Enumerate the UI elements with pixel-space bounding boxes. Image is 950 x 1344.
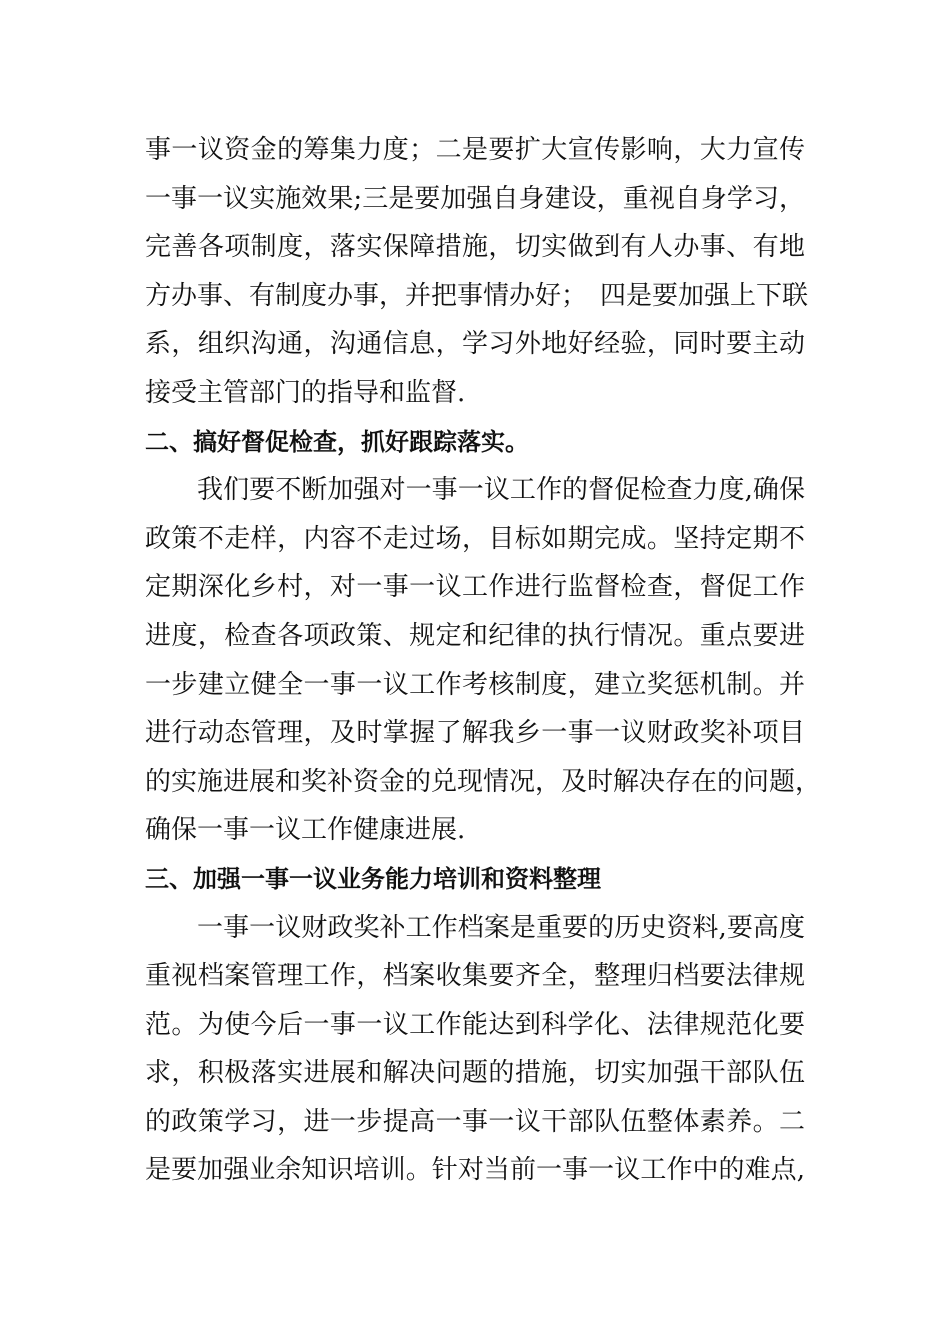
paragraph-line: 事一议资金的筹集力度；二是要扩大宣传影响，大力宣传 (145, 135, 805, 165)
paragraph-line: 的政策学习，进一步提高一事一议干部队伍整体素养。二 (145, 1106, 805, 1137)
paragraph-line: 是要加强业余知识培训。针对当前一事一议工作中的难点, (145, 1155, 805, 1186)
paragraph-line: 一事一议实施效果;三是要加强自身建设，重视自身学习， (145, 183, 805, 214)
paragraph-line: 进度，检查各项政策、规定和纪律的执行情况。重点要进 (145, 620, 805, 651)
paragraph-line: 进行动态管理，及时掌握了解我乡一事一议财政奖补项目 (145, 718, 805, 749)
paragraph-line: 求，积极落实进展和解决问题的措施，切实加强干部队伍 (145, 1058, 805, 1089)
document-page (145, 126, 822, 1195)
paragraph-line: 确保一事一议工作健康进展. (145, 815, 466, 846)
paragraph-line: 我们要不断加强对一事一议工作的督促检查力度,确保 (197, 475, 805, 506)
paragraph-line: 接受主管部门的指导和监督. (145, 377, 466, 408)
paragraph-line: 系，组织沟通，沟通信息，学习外地好经验，同时要主动 (145, 329, 805, 360)
section-heading: 二、搞好督促检查，抓好跟踪落实。 (145, 427, 529, 456)
paragraph-line: 一步建立健全一事一议工作考核制度，建立奖惩机制。并 (145, 669, 805, 700)
paragraph-line: 范。为使今后一事一议工作能达到科学化、法律规范化要 (145, 1009, 805, 1040)
paragraph-line: 定期深化乡村，对一事一议工作进行监督检查，督促工作 (145, 572, 805, 603)
paragraph-line: 完善各项制度，落实保障措施，切实做到有人办事、有地 (145, 232, 805, 263)
paragraph-line: 的实施进展和奖补资金的兑现情况，及时解决存在的问题， (145, 766, 822, 797)
paragraph-line: 重视档案管理工作，档案收集要齐全，整理归档要法律规 (145, 961, 805, 992)
section-heading: 三、加强一事一议业务能力培训和资料整理 (145, 864, 601, 893)
paragraph-line: 一事一议财政奖补工作档案是重要的历史资料,要高度 (197, 912, 805, 943)
paragraph-line: 政策不走样，内容不走过场，目标如期完成。坚持定期不 (145, 523, 805, 554)
paragraph-line: 方办事、有制度办事，并把事情办好； 四是要加强上下联 (145, 280, 809, 311)
